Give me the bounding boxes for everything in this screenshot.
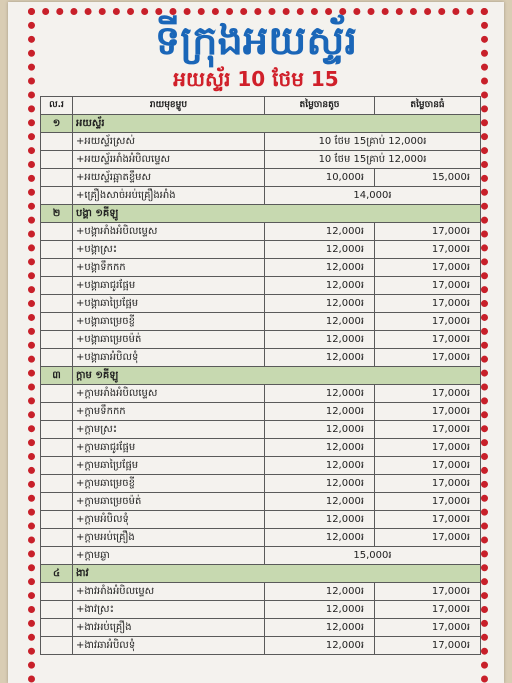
- item-price-small: 12,000៛: [265, 295, 375, 313]
- table-row: [41, 583, 481, 601]
- item-price-large: 17,000៛: [375, 259, 481, 277]
- item-price-small: 10,000៛: [265, 169, 375, 187]
- item-price-large: 17,000៛: [375, 313, 481, 331]
- empty-number-cell: [41, 421, 73, 439]
- item-name: +ក្តាមឆាប្រៃផ្អែម: [73, 457, 265, 475]
- table-row: [41, 421, 481, 439]
- header-number: ល.រ: [41, 97, 73, 115]
- empty-number-cell: [41, 493, 73, 511]
- item-price-small: 12,000៛: [265, 619, 375, 637]
- item-price-large: 17,000៛: [375, 349, 481, 367]
- section-number: ១: [41, 115, 73, 133]
- item-name: +ក្តាមស្រះ: [73, 421, 265, 439]
- item-price-large: 17,000៛: [375, 511, 481, 529]
- item-price-small: 12,000៛: [265, 277, 375, 295]
- empty-number-cell: [41, 169, 73, 187]
- item-price-small: 12,000៛: [265, 457, 375, 475]
- menu-title: ទីក្រុងអយស្ទ័រ: [154, 17, 358, 64]
- item-name: +បង្គាអាំងអំបិលម្ទេស: [73, 223, 265, 241]
- table-body: [41, 115, 481, 655]
- header-small-price: តម្លៃចានតូច: [265, 97, 375, 115]
- item-price-large: 17,000៛: [375, 403, 481, 421]
- empty-number-cell: [41, 601, 73, 619]
- item-price-large: 17,000៛: [375, 277, 481, 295]
- item-name: +ងាវអាំងអំបិលម្ទេស: [73, 583, 265, 601]
- table-row: [41, 259, 481, 277]
- item-price-combined: 15,000៛: [265, 547, 481, 565]
- item-price-small: 12,000៛: [265, 421, 375, 439]
- item-name: +ក្តាមឆ្ងា: [73, 547, 265, 565]
- item-price-small: 12,000៛: [265, 637, 375, 655]
- item-name: +បង្គាឆាជូរផ្អែម: [73, 277, 265, 295]
- item-name: +ងាវអប់គ្រឿង: [73, 619, 265, 637]
- section-number: ២: [41, 205, 73, 223]
- item-name: +ងាវឆាអំបិលទុំ: [73, 637, 265, 655]
- item-price-combined: 10 ថែម 15គ្រាប់ 12,000៛: [265, 133, 481, 151]
- header-large-price: តម្លៃចានធំ: [375, 97, 481, 115]
- empty-number-cell: [41, 331, 73, 349]
- empty-number-cell: [41, 439, 73, 457]
- empty-number-cell: [41, 277, 73, 295]
- empty-number-cell: [41, 259, 73, 277]
- item-price-large: 17,000៛: [375, 457, 481, 475]
- price-table: [40, 96, 481, 655]
- item-name: +បង្គាឆាអំបិលទុំ: [73, 349, 265, 367]
- table-row: [41, 187, 481, 205]
- item-price-large: 17,000៛: [375, 601, 481, 619]
- item-price-small: 12,000៛: [265, 601, 375, 619]
- empty-number-cell: [41, 475, 73, 493]
- table-row: [41, 295, 481, 313]
- item-price-small: 12,000៛: [265, 259, 375, 277]
- table-row: [41, 439, 481, 457]
- section-row: [41, 565, 481, 583]
- header-item: រាយមុខម្ហូប: [73, 97, 265, 115]
- table-row: [41, 349, 481, 367]
- table-row: [41, 151, 481, 169]
- table-row: [41, 511, 481, 529]
- item-name: +ងាវស្រះ: [73, 601, 265, 619]
- table-row: [41, 547, 481, 565]
- section-row: [41, 115, 481, 133]
- table-row: [41, 277, 481, 295]
- item-price-small: 12,000៛: [265, 529, 375, 547]
- item-price-small: 12,000៛: [265, 511, 375, 529]
- item-price-small: 12,000៛: [265, 223, 375, 241]
- table-row: [41, 331, 481, 349]
- item-price-small: 12,000៛: [265, 403, 375, 421]
- table-row: [41, 637, 481, 655]
- empty-number-cell: [41, 583, 73, 601]
- item-name: +អយស្ទ័រឆ្អាតខ្ទឹមស: [73, 169, 265, 187]
- item-name: +បង្គាឆាម្រេចខ្ចី: [73, 313, 265, 331]
- item-name: +គ្រឿងសាច់អប់គ្រឿងអាំង: [73, 187, 265, 205]
- item-price-small: 12,000៛: [265, 385, 375, 403]
- empty-number-cell: [41, 529, 73, 547]
- item-price-small: 12,000៛: [265, 493, 375, 511]
- item-price-large: 17,000៛: [375, 241, 481, 259]
- item-name: +ក្តាមឆាជូរផ្អែម: [73, 439, 265, 457]
- item-price-large: 17,000៛: [375, 295, 481, 313]
- item-name: +ក្តាមឆាម្រេចម៉ត់: [73, 493, 265, 511]
- item-price-large: 17,000៛: [375, 529, 481, 547]
- item-price-large: 17,000៛: [375, 439, 481, 457]
- table-row: [41, 403, 481, 421]
- table-row: [41, 529, 481, 547]
- section-row: [41, 367, 481, 385]
- item-name: +បង្គាស្រះ: [73, 241, 265, 259]
- table-row: [41, 601, 481, 619]
- empty-number-cell: [41, 223, 73, 241]
- table-row: [41, 385, 481, 403]
- table-row: [41, 223, 481, 241]
- table-row: [41, 133, 481, 151]
- empty-number-cell: [41, 187, 73, 205]
- table-row: [41, 169, 481, 187]
- item-price-small: 12,000៛: [265, 241, 375, 259]
- item-name: +ក្តាមអំបិលទុំ: [73, 511, 265, 529]
- section-name: ងាវ: [73, 565, 481, 583]
- item-price-large: 17,000៛: [375, 223, 481, 241]
- table-row: [41, 313, 481, 331]
- item-price-small: 12,000៛: [265, 439, 375, 457]
- item-name: +ក្តាមទឹកកក: [73, 403, 265, 421]
- item-name: +បង្គាឆាប្រៃផ្អែម: [73, 295, 265, 313]
- item-name: +បង្គាទឹកកក: [73, 259, 265, 277]
- item-price-small: 12,000៛: [265, 331, 375, 349]
- empty-number-cell: [41, 457, 73, 475]
- item-name: +អយស្ទ័រស្រស់: [73, 133, 265, 151]
- item-price-combined: 14,000៛: [265, 187, 481, 205]
- table-row: [41, 475, 481, 493]
- empty-number-cell: [41, 151, 73, 169]
- item-name: +ក្តាមអប់គ្រឿង: [73, 529, 265, 547]
- empty-number-cell: [41, 403, 73, 421]
- item-price-small: 12,000៛: [265, 349, 375, 367]
- item-price-large: 17,000៛: [375, 493, 481, 511]
- item-price-large: 17,000៛: [375, 331, 481, 349]
- item-price-large: 17,000៛: [375, 619, 481, 637]
- item-price-combined: 10 ថែម 15គ្រាប់ 12,000៛: [265, 151, 481, 169]
- section-row: [41, 205, 481, 223]
- empty-number-cell: [41, 133, 73, 151]
- menu-subtitle: អយស្ទ័រ 10 ថែម 15: [173, 67, 339, 91]
- item-name: +ក្តាមអាំងអំបិលម្ទេស: [73, 385, 265, 403]
- item-name: +អយស្ទ័រអាំងអំបិលម្ទេស: [73, 151, 265, 169]
- table-header-row: [41, 97, 481, 115]
- section-name: ក្តាម ១គីឡូ: [73, 367, 481, 385]
- table-row: [41, 619, 481, 637]
- item-price-large: 15,000៛: [375, 169, 481, 187]
- empty-number-cell: [41, 313, 73, 331]
- section-number: ៣: [41, 367, 73, 385]
- section-name: អយស្ទ័រ: [73, 115, 481, 133]
- item-price-large: 17,000៛: [375, 637, 481, 655]
- table-row: [41, 241, 481, 259]
- empty-number-cell: [41, 547, 73, 565]
- empty-number-cell: [41, 619, 73, 637]
- item-price-small: 12,000៛: [265, 313, 375, 331]
- item-price-large: 17,000៛: [375, 583, 481, 601]
- item-price-small: 12,000៛: [265, 583, 375, 601]
- empty-number-cell: [41, 385, 73, 403]
- empty-number-cell: [41, 637, 73, 655]
- empty-number-cell: [41, 349, 73, 367]
- table-row: [41, 493, 481, 511]
- item-name: +ក្តាមឆាម្រេចខ្ចី: [73, 475, 265, 493]
- empty-number-cell: [41, 511, 73, 529]
- empty-number-cell: [41, 241, 73, 259]
- empty-number-cell: [41, 295, 73, 313]
- item-price-small: 12,000៛: [265, 475, 375, 493]
- item-price-large: 17,000៛: [375, 385, 481, 403]
- section-number: ៤: [41, 565, 73, 583]
- table-row: [41, 457, 481, 475]
- item-price-large: 17,000៛: [375, 475, 481, 493]
- item-name: +បង្គាឆាម្រេចម៉ត់: [73, 331, 265, 349]
- item-price-large: 17,000៛: [375, 421, 481, 439]
- section-name: បង្គា ១គីឡូ: [73, 205, 481, 223]
